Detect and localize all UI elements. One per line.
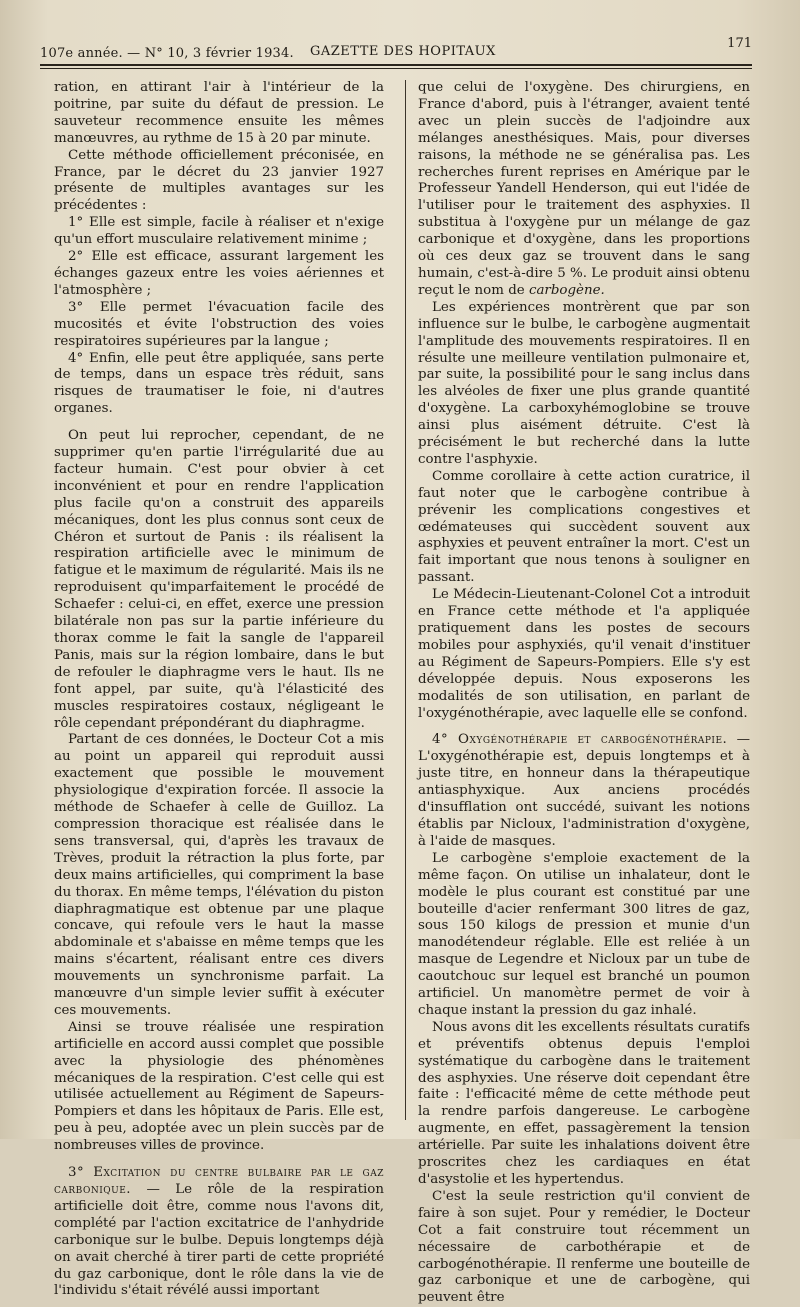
list-item: 4° Enfin, elle peut être appliquée, sans perte de temps, dans un espace très réduit, sans risques de traumatiser le foie, ni d'autres organes. <box>54 350 384 417</box>
page-number: 171 <box>727 36 752 51</box>
issue-line: 107e année. — N° 10, 3 février 1934. <box>40 46 294 61</box>
page-header <box>40 34 752 62</box>
section-3 <box>54 1165 384 1300</box>
right-column <box>418 80 750 1307</box>
paragraph <box>418 80 750 300</box>
paragraph: Le Médecin-Lieutenant-Colonel Cot a introduit en France cette méthode et l'a appliquée pratiquement dans les postes de secours mobiles pour asphyxiés, qu'il venait d'instituer au Régiment de Sapeurs-Pompiers. Elle s'y est développée depuis. Nous exposerons les modalités de son utilisation, en parlant de l'oxygénothérapie, avec laquelle elle se confond. <box>418 587 750 721</box>
section-heading: 4° Oxygénothérapie et carbogénothérapie. <box>432 732 728 748</box>
term-carbogene: carbogène. <box>528 282 605 298</box>
list-item: 1° Elle est simple, facile à réaliser et n'exige qu'un effort musculaire relativement minime ; <box>54 215 384 248</box>
paragraph-text: que celui de l'oxygène. Des chirurgiens, en France d'abord, puis à l'étranger, avaient tenté avec un plein succès de l'adjoindre aux mélanges anesthésiques. Mais, pour diverses raisons, la méthode ne se généralisa pas. Les recherches furent reprises en Amérique par le Professeur Yandell Henderson, qui eut l'idée de l'utiliser pour le traitement des asphyxies. Il substitua à l'oxygène pur un mélange de gaz carbonique et d'oxygène, dans les proportions où ces deux gaz se trouvent dans le sang humain, c'est-à-dire 5 %. Le produit ainsi obtenu reçut le nom de <box>418 80 750 298</box>
paragraph: Cette méthode officiellement préconisée, en France, par le décret du 23 janvier 1927 présente de multiples avantages sur les précédentes : <box>54 147 384 214</box>
paragraph: On peut lui reprocher, cependant, de ne supprimer qu'en partie l'irrégularité due au facteur humain. C'est pour obvier à cet inconvénient et pour en rendre l'application plus facile qu'on a construit des appareils mécaniques, dont les plus connus sont ceux de Chéron et surtout de Panis : ils réalisent la respiration artificielle avec le minimum de fatigue et le maximum de régularité. Mais ils ne reproduisent qu'imparfaitement le procédé de Schaefer : celui-ci, en effet, exerce une pression bilatérale non pas sur la partie inférieure du thorax comme le fait la sangle de l'appareil Panis, mais sur la région lombaire, dans le but de refouler le diaphragme vers le haut. Ils ne font appel, par suite, qu'à l'élasticité des muscles respiratoires costaux, négligeant le rôle cependant prépondérant du diaphragme. <box>54 428 384 731</box>
header-rule-thin <box>40 68 752 69</box>
paragraph: Les expériences montrèrent que par son influence sur le bulbe, le carbogène augmentait l'amplitude des mouvements respiratoires. Il en résulte une meilleure ventilation pulmonaire et, par suite, la possibilité pour le sang inclus dans les alvéoles de fixer une plus grande quantité d'oxygène. La carboxyhémoglobine se trouve ainsi plus aisément détruite. C'est là précisément le but recherché dans la lutte contre l'asphyxie. <box>418 299 750 467</box>
list-item: 2° Elle est efficace, assurant largement les échanges gazeux entre les voies aériennes et l'atmosphère ; <box>54 249 384 298</box>
paragraph: C'est la seule restriction qu'il convient de faire à son sujet. Pour y remédier, le Docteur Cot a fait construire tout récemment un nécessaire de carbothérapie et de carbogénothérapie. Il renferme une bouteille de gaz carbonique et une de carbogène, qui peuvent être <box>418 1188 750 1306</box>
section-heading: 3° Excitation du centre bulbaire par le gaz carbonique. <box>54 1165 384 1197</box>
section-4 <box>418 732 750 850</box>
section-text: — L'oxygénothérapie est, depuis longtemps et à juste titre, en honneur dans la thérapeutique antiasphyxique. Aux anciens procédés d'insufflation ont succédé, suivant les notions établis par Nicloux, l'administration d'oxygène, à l'aide de masques. <box>418 732 750 849</box>
paragraph: Partant de ces données, le Docteur Cot a mis au point un appareil qui reproduit aussi exactement que possible le mouvement physiologique d'expiration forcée. Il associe la méthode de Schaefer à celle de Guilloz. La compression thoracique est réalisée dans le sens transversal, qui, d'après les travaux de Trèves, produit la rétraction la plus forte, par deux mains artificielles, qui compriment la base du thorax. En même temps, l'élévation du piston diaphragmatique est obtenue par une plaque concave, qui refoule vers le haut la masse abdominale et s'abaisse en même temps que les mains s'écartent, réalisant entre ces divers mouvements un synchronisme parfait. La manœuvre d'un simple levier suffit à exécuter ces mouvements. <box>54 732 384 1018</box>
paragraph: Nous avons dit les excellents résultats curatifs et préventifs obtenus depuis l'emploi systématique du carbogène dans le traitement des asphyxies. Une réserve doit cependant être faite : l'efficacité même de cette méthode peut la rendre parfois dangereuse. Le carbogène augmente, en effet, passagèrement la tension artérielle. Par suite les inhalations doivent être proscrites chez les cardiaques en état d'asystolie et les hypertendus. <box>418 1019 750 1187</box>
left-column <box>54 80 384 1300</box>
header-rule-thick <box>40 64 752 66</box>
paragraph: Le carbogène s'emploie exactement de la même façon. On utilise un inhalateur, dont le modèle le plus courant est constitué par une bouteille d'acier renfermant 300 litres de gaz, sous 150 kilogs de pression et munie d'un manodétendeur réglable. Elle est reliée à un masque de Legendre et Nicloux par un tube de caoutchouc sur lequel est branché un poumon artificiel. Un manomètre permet de voir à chaque instant la pression du gaz inhalé. <box>418 850 750 1018</box>
list-item: 3° Elle permet l'évacuation facile des mucosités et évite l'obstruction des voies respiratoires supérieures par la langue ; <box>54 299 384 349</box>
journal-title: GAZETTE DES HOPITAUX <box>310 44 496 59</box>
column-divider <box>405 80 406 1120</box>
paragraph: Comme corollaire à cette action curatrice, il faut noter que le carbogène contribue à prévenir les complications congestives et œdémateuses qui succèdent souvent aux asphyxies et peuvent entraîner la mort. C'est un fait important que nous tenons à souligner en passant. <box>418 468 750 586</box>
section-text: — Le rôle de la respiration artificielle doit être, comme nous l'avons dit, complété par l'action excitatrice de l'anhydride carbonique sur le bulbe. Depuis longtemps déjà on avait cherché à tirer parti de cette propriété du gaz carbonique, dont le rôle dans la vie de l'individu s'était révélé aussi important <box>54 1182 384 1299</box>
paragraph: ration, en attirant l'air à l'intérieur de la poitrine, par suite du défaut de pression. Le sauveteur recommence ensuite les mêmes manœuvres, au rythme de 15 à 20 par minute. <box>54 80 384 146</box>
paragraph: Ainsi se trouve réalisée une respiration artificielle en accord aussi complet que possible avec la physiologie des phénomènes mécaniques de la respiration. C'est celle qui est utilisée actuellement au Régiment de Sapeurs-Pompiers et dans les hôpitaux de Paris. Elle est, peu à peu, adoptée avec un plein succès par de nombreuses villes de province. <box>54 1019 384 1154</box>
